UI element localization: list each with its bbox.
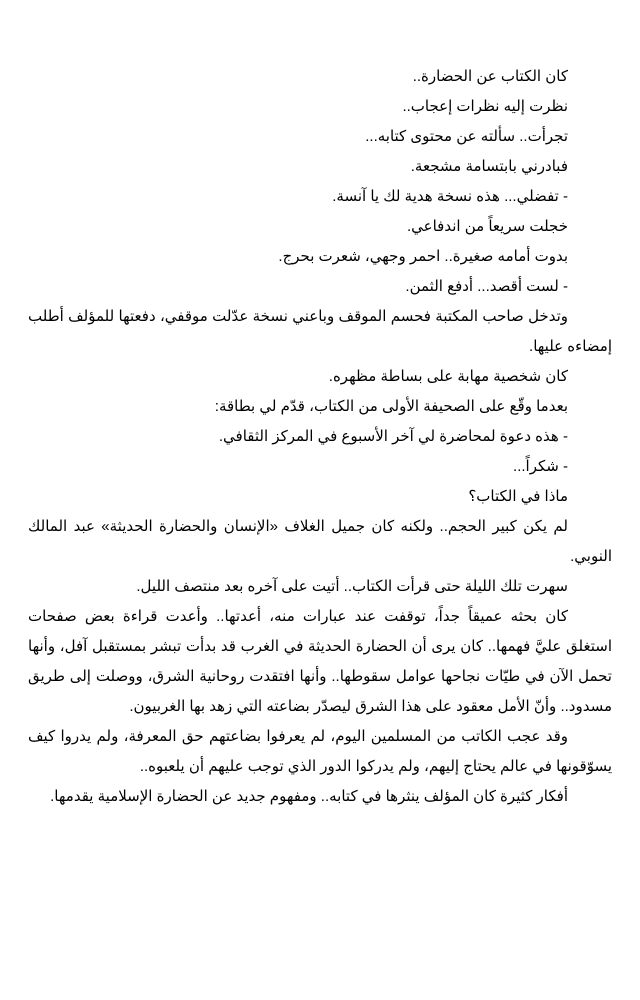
- paragraph: بدوت أمامه صغيرة.. احمر وجهي، شعرت بحرج.: [278, 248, 568, 265]
- paragraph: فبادرني بابتسامة مشجعة.: [410, 158, 568, 175]
- paragraph: خجلت سريعاً من اندفاعي.: [406, 218, 568, 235]
- dialogue-line: - تفضلي... هذه نسخة هدية لك يا آنسة.: [332, 188, 568, 205]
- paragraph: كان الكتاب عن الحضارة..: [412, 68, 568, 85]
- paragraph: بعدما وقّع على الصحيفة الأولى من الكتاب، قدّم لي بطاقة:: [214, 398, 568, 415]
- paragraph: تجرأت.. سألته عن محتوى كتابه...: [365, 128, 568, 145]
- paragraph: ماذا في الكتاب؟: [468, 488, 568, 505]
- paragraph: كان بحثه عميقاً جداً، توقفت عند عبارات منه، أعدتها.. وأعدت قراءة بعض صفحات استغلق عليَّ فهمها.. كان يرى أن الحضارة الحديثة في الغرب قد بدأت تبشر بمستقبل آفل، وأنها تحمل الآن في طيّات نجاحها عوامل سقوطها.. وأنها افتقدت روحانية الشرق، ووصلت إلى طريق مسدود.. وأنّ الأمل معقود على هذا الشرق ليصدّر بضاعته التي زهد بها الغربيون.: [28, 608, 612, 715]
- paragraph: وتدخل صاحب المكتبة فحسم الموقف وباعني نسخة عدّلت موقفي، دفعتها للمؤلف أطلب إمضاءه عليها.: [28, 308, 612, 355]
- paragraph: سهرت تلك الليلة حتى قرأت الكتاب.. أتيت على آخره بعد منتصف الليل.: [136, 578, 568, 595]
- paragraph: كان شخصية مهابة على بساطة مظهره.: [328, 368, 568, 385]
- dialogue-line: - شكراً...: [513, 458, 568, 475]
- dialogue-line: - لست أقصد... أدفع الثمن.: [405, 278, 568, 295]
- paragraph: لم يكن كبير الحجم.. ولكنه كان جميل الغلاف «الإنسان والحضارة الحديثة» عبد المالك النوبي.: [28, 518, 612, 565]
- paragraph: وقد عجب الكاتب من المسلمين اليوم، لم يعرفوا بضاعتهم حق المعرفة، ولم يدروا كيف يسوّقونها في عالم يحتاج إليهم، ولم يدركوا الدور الذي توجب عليهم أن يلعبوه..: [28, 728, 612, 775]
- paragraph: نظرت إليه نظرات إعجاب..: [402, 98, 568, 115]
- dialogue-line: - هذه دعوة لمحاضرة لي آخر الأسبوع في المركز الثقافي.: [218, 428, 568, 445]
- paragraph: أفكار كثيرة كان المؤلف ينثرها في كتابه.. ومفهوم جديد عن الحضارة الإسلامية يقدمها.: [50, 788, 568, 805]
